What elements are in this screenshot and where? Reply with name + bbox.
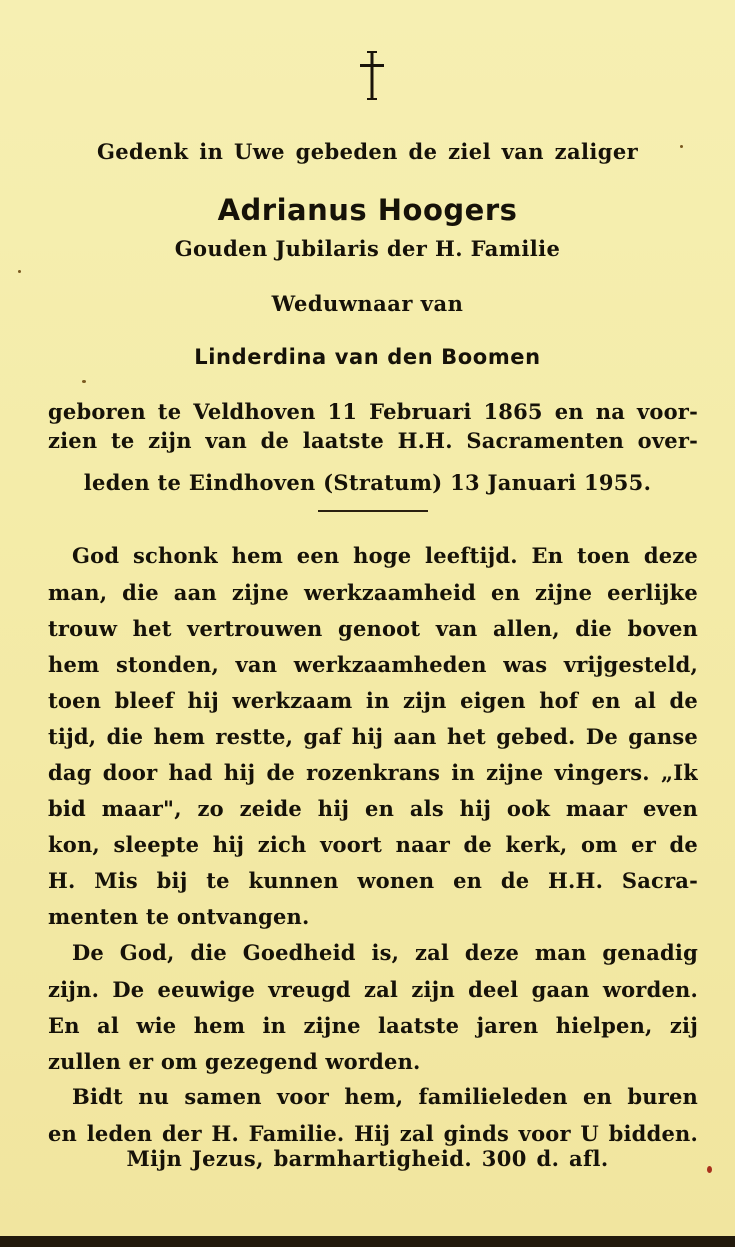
life-dates-block (48, 397, 698, 455)
paragraph-1 (48, 578, 698, 931)
paragraph-2 (48, 975, 698, 1076)
widower-of-text: Weduwnaar van (271, 291, 464, 316)
deceased-title: Gouden Jubilaris der H. Familie (174, 236, 561, 261)
text-line: toen bleef hij werkzaam in zijn eigen hof en al de (48, 688, 698, 713)
life-line: leden te Eindhoven (Stratum) 13 Januari 1955. (83, 470, 652, 495)
spouse-name: Linderdina van den Boomen (194, 345, 541, 369)
text-line: zullen er om gezegend worden. (48, 1049, 421, 1074)
intro-text: Gedenk in Uwe gebeden de ziel van zaliger (96, 139, 639, 164)
paragraph-first-line (72, 1082, 698, 1111)
text-line: dag door had hij de rozenkrans in zijne vingers. „Ik (48, 760, 698, 785)
life-line: zien te zijn van de laatste H.H. Sacramenten over- (48, 428, 698, 453)
paragraph-first-line (72, 541, 698, 570)
stain (680, 145, 683, 148)
text-line: Bidt nu samen voor hem, familieleden en buren (72, 1084, 698, 1109)
text-line: H. Mis bij te kunnen wonen en de H.H. Sacra- (48, 868, 698, 893)
text-line: De God, die Goedheid is, zal deze man genadig (72, 940, 698, 965)
life-line: geboren te Veldhoven 11 Februari 1865 en na voor- (48, 399, 698, 424)
divider (318, 510, 428, 512)
text-line: zijn. De eeuwige vreugd zal zijn deel gaan worden. (48, 977, 698, 1002)
paragraph-3 (48, 1119, 698, 1148)
text-line: man, die aan zijne werkzaamheid en zijne eerlijke (48, 580, 698, 605)
text-line: trouw het vertrouwen genoot van allen, die boven (48, 616, 698, 641)
closing-prayer: Mijn Jezus, barmhartigheid. 300 d. afl. (126, 1146, 609, 1171)
paragraph-first-line (72, 938, 698, 967)
text-line: en leden der H. Familie. Hij zal ginds voor U bidden. (48, 1121, 698, 1146)
stain (707, 1166, 712, 1173)
text-line: God schonk hem een hoge leeftijd. En toen deze (72, 543, 698, 568)
stain (82, 380, 86, 383)
text-line: bid maar", zo zeide hij en als hij ook maar even (48, 796, 698, 821)
card-edge (0, 1236, 735, 1247)
text-line: hem stonden, van werkzaamheden was vrijgesteld, (48, 652, 698, 677)
text-line: tijd, die hem restte, gaf hij aan het gebed. De ganse (48, 724, 698, 749)
text-line: menten te ontvangen. (48, 904, 310, 929)
stain (18, 270, 21, 273)
text-line: En al wie hem in zijne laatste jaren hielpen, zij (48, 1013, 698, 1038)
text-line: kon, sleepte hij zich voort naar de kerk, om er de (48, 832, 698, 857)
latin-cross-icon (357, 50, 387, 102)
deceased-name: Adrianus Hoogers (217, 193, 518, 227)
